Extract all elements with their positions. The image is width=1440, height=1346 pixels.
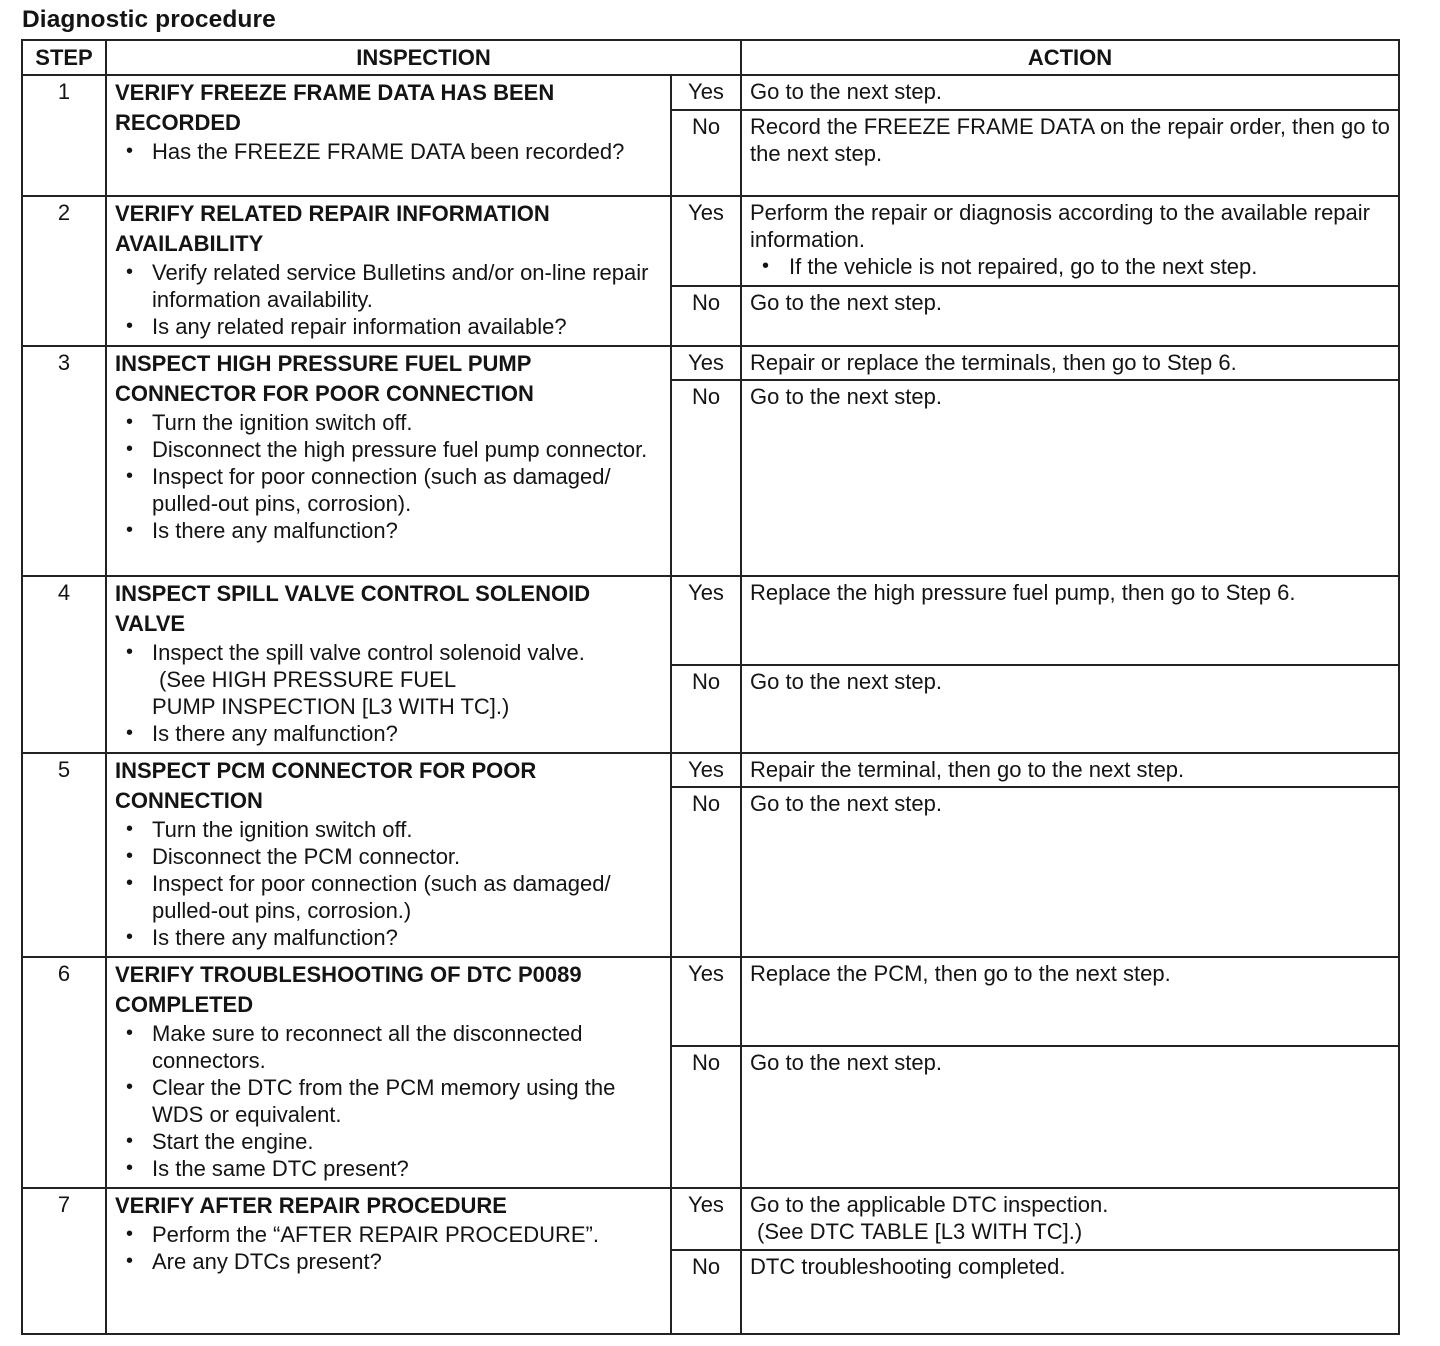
table-row: [22, 196, 1399, 286]
inspection-bullet: • Make sure to reconnect all the disconnected connectors.: [115, 1020, 666, 1074]
yes-action-cell: [741, 196, 1399, 286]
no-label: No: [671, 380, 741, 576]
inspection-cell: [106, 75, 671, 196]
yes-action: Perform the repair or diagnosis according to the available repair information.: [750, 200, 1370, 253]
table-row: [22, 346, 1399, 380]
inspection-bullet-text: • Inspect the spill valve control solenoid valve.: [152, 640, 585, 666]
inspection-title: VERIFY RELATED REPAIR INFORMATION AVAILABILITY: [115, 201, 550, 257]
no-action: Go to the next step.: [741, 380, 1399, 576]
inspection-cell: [106, 1188, 671, 1334]
step-number: 5: [22, 753, 106, 956]
diagnostic-table: [21, 39, 1400, 1335]
inspection-bullet: • Is any related repair information available?: [115, 313, 666, 340]
no-label: No: [671, 286, 741, 346]
inspection-title: INSPECT PCM CONNECTOR FOR POOR CONNECTION: [115, 758, 537, 814]
no-label: No: [671, 110, 741, 196]
inspection-bullet: • Disconnect the high pressure fuel pump connector.: [115, 436, 666, 463]
yes-action: Go to the applicable DTC inspection.: [750, 1191, 1109, 1217]
step-number: 4: [22, 576, 106, 753]
yes-label: Yes: [671, 75, 741, 110]
yes-action: Replace the PCM, then go to the next step.: [741, 957, 1399, 1046]
header-inspection: INSPECTION: [106, 40, 741, 75]
yes-label: Yes: [671, 1188, 741, 1250]
inspection-title: VERIFY FREEZE FRAME DATA HAS BEEN RECORDED: [115, 80, 555, 135]
yes-action: Replace the high pressure fuel pump, then go to Step 6.: [741, 576, 1399, 665]
table-row: [22, 1188, 1399, 1250]
yes-action: Go to the next step.: [741, 75, 1399, 110]
no-label: No: [671, 1250, 741, 1334]
inspection-bullet: • Start the engine.: [115, 1128, 666, 1155]
inspection-bullet: • Clear the DTC from the PCM memory using the WDS or equivalent.: [115, 1074, 666, 1128]
yes-label: Yes: [671, 576, 741, 665]
step-number: 7: [22, 1188, 106, 1334]
header-step: STEP: [22, 40, 106, 75]
inspection-bullet: • Disconnect the PCM connector.: [115, 843, 666, 870]
inspection-cell: [106, 196, 671, 346]
inspection-cell: [106, 753, 671, 956]
page-title: Diagnostic procedure: [22, 6, 276, 33]
inspection-bullet: • Has the FREEZE FRAME DATA been recorded?: [115, 138, 666, 165]
no-label: No: [671, 1046, 741, 1188]
see-reference: (See HIGH PRESSURE FUEL: [159, 667, 457, 693]
see-reference: (See DTC TABLE [L3 WITH TC].): [757, 1218, 1083, 1244]
inspection-cell: [106, 957, 671, 1188]
inspection-bullet: • Perform the “AFTER REPAIR PROCEDURE”.: [115, 1221, 666, 1248]
step-number: 1: [22, 75, 106, 196]
yes-label: Yes: [671, 196, 741, 286]
yes-label: Yes: [671, 346, 741, 380]
inspection-title: INSPECT HIGH PRESSURE FUEL PUMP CONNECTOR FOR POOR CONNECTION: [115, 351, 534, 407]
step-number: 3: [22, 346, 106, 576]
no-action: Go to the next step.: [741, 286, 1399, 346]
yes-label: Yes: [671, 957, 741, 1046]
inspection-title: INSPECT SPILL VALVE CONTROL SOLENOID VALVE: [115, 581, 591, 637]
inspection-bullet: • Turn the ignition switch off.: [115, 409, 666, 436]
table-row: [22, 75, 1399, 110]
step-number: 2: [22, 196, 106, 346]
inspection-title: VERIFY AFTER REPAIR PROCEDURE: [115, 1192, 507, 1218]
inspection-bullet: • Inspect for poor connection (such as damaged/ pulled-out pins, corrosion.): [115, 870, 666, 924]
inspection-bullet: • Inspect for poor connection (such as damaged/ pulled-out pins, corrosion).: [115, 463, 666, 517]
inspection-bullet: • Are any DTCs present?: [115, 1248, 666, 1275]
inspection-title: VERIFY TROUBLESHOOTING OF DTC P0089 COMPLETED: [115, 961, 582, 1017]
inspection-bullet: • Turn the ignition switch off.: [115, 816, 666, 843]
no-action: Go to the next step.: [741, 1046, 1399, 1188]
inspection-cell: [106, 576, 671, 753]
inspection-bullet: [115, 639, 666, 720]
no-action: DTC troubleshooting completed.: [741, 1250, 1399, 1334]
step-number: 6: [22, 957, 106, 1188]
action-bullet: • If the vehicle is not repaired, go to the next step.: [750, 253, 1392, 280]
table-row: [22, 957, 1399, 1046]
no-label: No: [671, 787, 741, 956]
inspection-bullet: • Verify related service Bulletins and/or on-line repair information availability.: [115, 259, 666, 313]
inspection-cell: [106, 346, 671, 576]
inspection-bullet: • Is there any malfunction?: [115, 517, 666, 544]
inspection-bullet: • Is there any malfunction?: [115, 924, 666, 951]
see-reference-cont: PUMP INSPECTION [L3 WITH TC].): [152, 694, 510, 720]
yes-action: Repair or replace the terminals, then go to Step 6.: [741, 346, 1399, 380]
no-label: No: [671, 665, 741, 753]
header-action: ACTION: [741, 40, 1399, 75]
yes-action-cell: [741, 1188, 1399, 1250]
yes-label: Yes: [671, 753, 741, 787]
table-row: [22, 576, 1399, 665]
table-header-row: [22, 40, 1399, 75]
no-action: Record the FREEZE FRAME DATA on the repair order, then go to the next step.: [741, 110, 1399, 196]
no-action: Go to the next step.: [741, 665, 1399, 753]
inspection-bullet: • Is there any malfunction?: [115, 720, 666, 747]
table-row: [22, 753, 1399, 787]
inspection-bullet: • Is the same DTC present?: [115, 1155, 666, 1182]
yes-action: Repair the terminal, then go to the next step.: [741, 753, 1399, 787]
no-action: Go to the next step.: [741, 787, 1399, 956]
